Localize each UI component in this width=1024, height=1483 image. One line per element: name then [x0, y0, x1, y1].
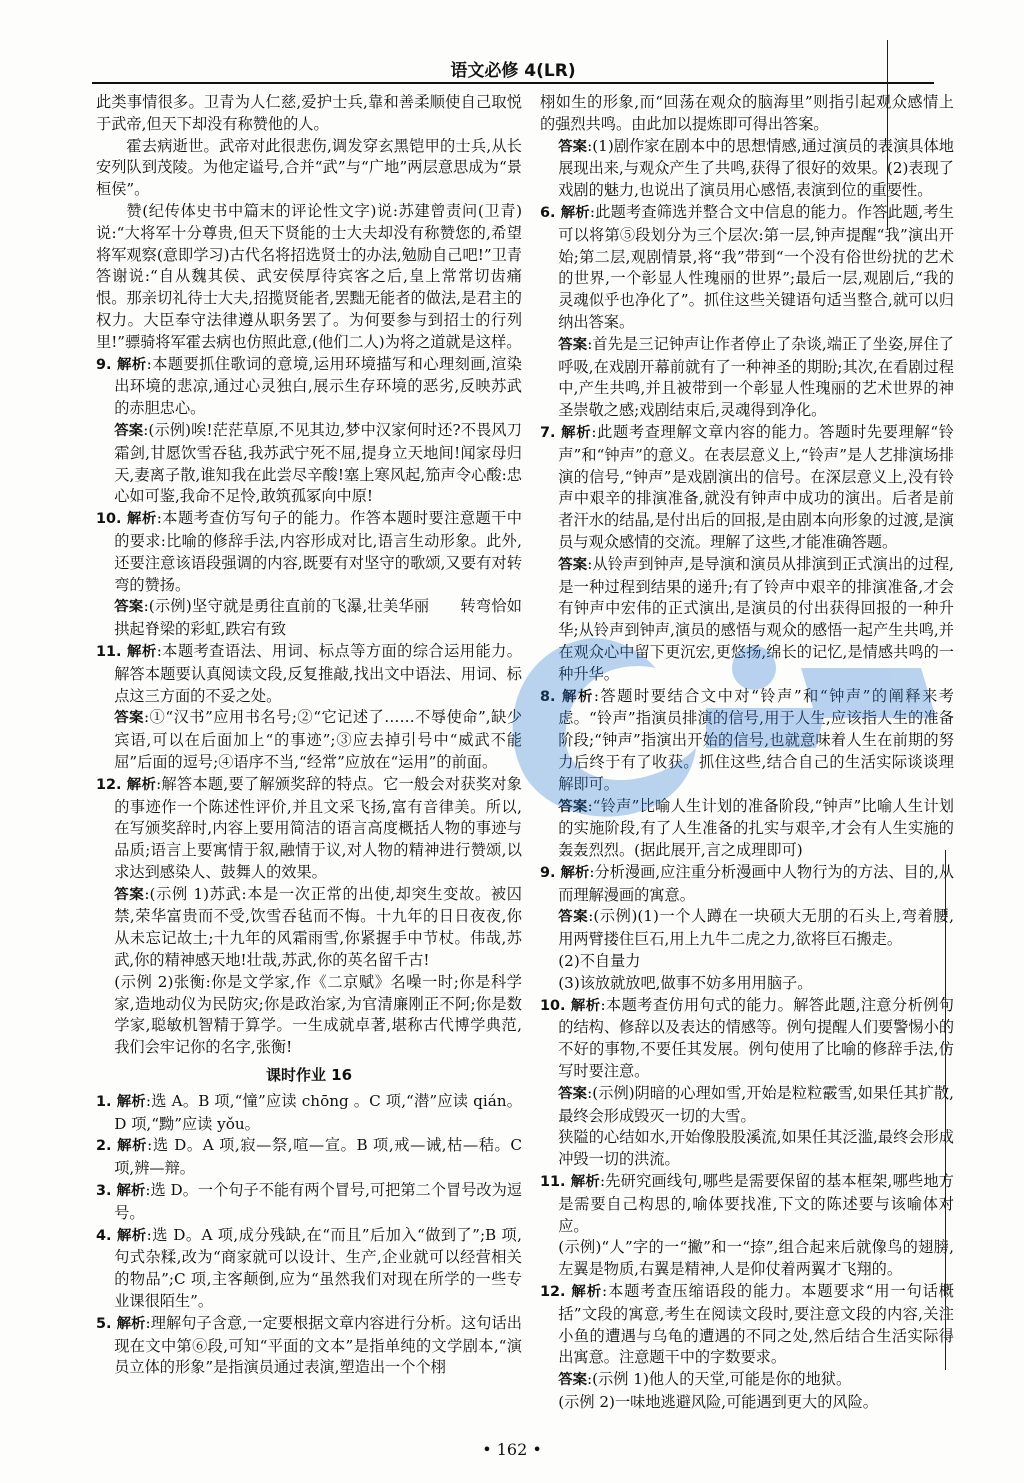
text-paragraph: [540, 1127, 954, 1171]
paragraph-text: :首先是三记钟声让作者停止了杂谈,端正了坐姿,屏住了呼吸,在戏剧开幕前就有了一种神圣的期盼;其次,在看剧过程中,产生共鸣,并且被带到一个彰显人性瑰丽的艺术世界的神圣崇敬之感;戏剧结束后,灵魂得到净化。: [558, 334, 954, 420]
answer-label: 11. 解析: [96, 643, 157, 660]
text-paragraph: [96, 1225, 522, 1313]
answer-label: 答案: [114, 710, 145, 727]
text-paragraph: [540, 1369, 954, 1392]
section-heading: [96, 1065, 522, 1087]
paragraph-text: :选 D。A 项,寂—祭,喧—宣。B 项,戒—诫,枯—秸。C 项,辨—辩。: [114, 1136, 522, 1178]
right-column: [540, 92, 954, 1414]
paragraph-text: :本题考查仿用句式的能力。解答此题,注意分析例句的结构、修辞以及表达的情感等。例句提醒人们要警惕小的不好的事物,不要任其发展。例句使用了比喻的修辞手法,仿写时要注意。: [558, 995, 954, 1081]
paragraph-text: :从铃声到钟声,是导演和演员从排演到正式演出的过程,是一种过程到结果的递升;有了铃声中艰辛的排演准备,才会有钟声中宏伟的正式演出,是演员的付出获得回报的一种升华;从铃声到钟声,演员的感悟与观众的感悟一起产生共鸣,并在观众心中留下更沉宏,更悠扬,绵长的记忆,是情感共鸣的一种升华。: [558, 554, 954, 683]
text-paragraph: [96, 354, 522, 420]
text-paragraph: [96, 1313, 522, 1379]
page-header: [92, 52, 934, 84]
text-paragraph: [96, 1091, 522, 1136]
paragraph-text: 赞(纪传体史书中篇末的评论性文字)说:苏建曾责问(卫青)说:“大将军十分尊贵,但天下贤能的士大夫却没有称赞您的,希望将军观察(意即学习)古代名将招选贤士的办法,勉励自己吧!”卫青答谢说:“自从魏其侯、武安侯厚待宾客之后,皇上常常切齿痛恨。那亲切礼待士大夫,招揽贤能者,罢黜无能者的做法,是君主的权力。大臣奉守法律遵从职务罢了。为何要参与到招士的行列里!”骠骑将军霍去病也仿照此意,(他们二人)为将之道就是这样。: [96, 201, 522, 351]
paragraph-text: :(示例)坚守就是勇往直前的飞瀑,壮美华丽 转弯恰如拱起脊梁的彩虹,跌宕有致: [114, 597, 522, 639]
paragraph-text: :先研究画线句,哪些是需要保留的基本框架,哪些地方是需要自己构思的,喻体要找准,下文的陈述要与该喻体对应。: [558, 1172, 954, 1235]
answer-label: 答案: [114, 422, 144, 439]
answer-label: 1. 解析: [96, 1093, 146, 1110]
paragraph-text: (3)该放就放吧,做事不妨多用用脑子。: [558, 973, 813, 992]
text-paragraph: [540, 554, 954, 686]
paragraph-text: 课时作业 16: [265, 1066, 353, 1085]
paragraph-text: :“铃声”比喻人生计划的准备阶段,“钟声”比喻人生计划的实施阶段,有了人生准备的扎实与艰辛,才会有人生实施的轰轰烈烈。(据此展开,言之成理即可): [558, 796, 954, 860]
answer-label: 答案: [558, 1085, 588, 1102]
text-paragraph: [540, 686, 954, 796]
paragraph-text: :此题考查理解文章内容的能力。答题时先要理解“铃声”和“钟声”的意义。在表层意义上,“铃声”是人艺排演场排演的信号,“钟声”是戏剧演出的信号。在深层意义上,没有铃声中艰辛的排演准备,就没有钟声中成功的演出。后者是前者汗水的结晶,是付出后的回报,是由剧本向形象的过渡,是演员与观众感情的交流。理解了这些,才能准确答题。: [558, 422, 954, 551]
answer-label: 3. 解析: [96, 1183, 146, 1200]
answer-label: 7. 解析: [540, 424, 592, 441]
text-paragraph: [540, 1083, 954, 1128]
paragraph-text: :本题要抓住歌词的意境,运用环境描写和心理刻画,渲染出环境的悲凉,通过心灵独白,展示生存环境的恶劣,反映苏武的赤胆忠心。: [114, 354, 522, 418]
paragraph-text: 狭隘的心结如水,开始像股股溪流,如果任其泛滥,最终会形成冲毁一切的洪流。: [558, 1128, 954, 1169]
text-paragraph: [540, 422, 954, 554]
answer-label: 2. 解析: [96, 1138, 148, 1155]
answer-label: 6. 解析: [540, 204, 590, 221]
answer-label: 答案: [558, 336, 588, 353]
answer-label: 答案: [114, 599, 144, 616]
text-paragraph: [540, 202, 954, 334]
text-paragraph: [540, 995, 954, 1083]
answer-label: 答案: [558, 138, 588, 155]
text-paragraph: [96, 1180, 522, 1225]
answer-label: 9. 解析: [540, 864, 590, 881]
text-paragraph: [96, 641, 522, 707]
answer-label: 答案: [558, 798, 588, 815]
paragraph-text: (2)不自量力: [558, 952, 641, 971]
answer-label: 8. 解析: [540, 688, 594, 705]
text-paragraph: [540, 136, 954, 202]
text-paragraph: [540, 1392, 954, 1414]
answer-label: 答案: [558, 556, 588, 573]
answer-label: 12. 解析: [96, 776, 157, 793]
text-paragraph: [96, 508, 522, 596]
paragraph-text: :(示例 1)他人的天堂,可能是你的地狱。: [587, 1370, 852, 1389]
text-paragraph: [96, 884, 522, 972]
paragraph-text: :本题考查压缩语段的能力。本题要求“用一句话概括”文段的寓意,考生在阅读文段时,要注意文段的内容,关注小鱼的遭遇与乌龟的遭遇的不同之处,然后结合生活实际得出寓意。注意题干中的字数要求。: [558, 1282, 954, 1367]
text-paragraph: [96, 420, 522, 508]
paragraph-text: :(示例)阴暗的心理如雪,开始是粒粒霰雪,如果任其扩散,最终会形成毁灭一切的大雪。: [558, 1083, 954, 1125]
paragraph-text: :(1)剧作家在剧本中的思想情感,通过演员的表演具体地展现出来,与观众产生了共鸣,获得了很好的效果。(2)表现了戏剧的魅力,也说出了演员用心感悟,表演到位的重要性。: [558, 136, 954, 200]
paragraph-text: (示例 2)一味地逃避风险,可能遇到更大的风险。: [558, 1393, 878, 1412]
text-paragraph: [540, 862, 954, 907]
text-paragraph: [96, 92, 522, 136]
paragraph-text: :本题考查仿写句子的能力。作答本题时要注意题干中的要求:比喻的修辞手法,内容形成对比,语言生动形象。此外,还要注意该语段强调的内容,既要有对坚守的歌颂,又要有对转弯的赞扬。: [114, 509, 522, 594]
answer-label: 5. 解析: [96, 1315, 146, 1332]
answer-label: 10. 解析: [540, 997, 601, 1014]
paragraph-text: :①“汉书”应用书名号;②“它记述了……不辱使命”,缺少宾语,可以在后面加上“的事迹”;③应去掉引号中“威武不能屈”后面的逗号;④语序不当,“经常”应放在“运用”的前面。: [114, 708, 522, 771]
answer-label: 10. 解析: [96, 511, 157, 528]
paragraph-text: 此类事情很多。卫青为人仁慈,爱护士兵,靠和善柔顺使自己取悦于武帝,但天下却没有称赞他的人。: [96, 93, 522, 133]
text-paragraph: [96, 201, 522, 354]
text-paragraph: [540, 973, 954, 995]
answer-label: 答案: [558, 909, 589, 926]
paragraph-text: :理解句子含意,一定要根据文章内容进行分析。这句话出现在文中第⑥段,可知“平面的文本”是指单纯的文学剧本,“演员立体的形象”是指演员通过表演,塑造出一个个栩: [114, 1313, 522, 1377]
text-paragraph: [96, 972, 522, 1059]
text-paragraph: [96, 707, 522, 773]
answer-label: 答案: [558, 1372, 588, 1389]
paragraph-text: :本题考查语法、用词、标点等方面的综合运用能力。解答本题要认真阅读文段,反复推敲,找出文中语法、用词、标点这三方面的不妥之处。: [114, 641, 522, 705]
paragraph-text: 霍去病逝世。武帝对此很悲伤,调发穿玄黑铠甲的士兵,从长安列队到茂陵。为他定谥号,合并“武”与“广地”两层意思成为“景桓侯”。: [96, 136, 522, 199]
text-paragraph: [540, 1171, 954, 1237]
paragraph-text: (示例 2)张衡:你是文学家,作《二京赋》名噪一时;你是科学家,造地动仪为民防灾;你是政治家,为官清廉刚正不阿;你是数学家,聪敏机智精于算学。一生成就卓著,堪称古代博学典范,我们会牢记你的名字,张衡!: [114, 972, 522, 1057]
page-number: • 162 •: [482, 1440, 542, 1459]
answer-label: 答案: [114, 886, 145, 903]
paragraph-text: (示例)“人”字的一“撇”和一“捺”,组合起来后就像鸟的翅膀,左翼是物质,右翼是精神,人是仰仗着两翼才飞翔的。: [558, 1238, 954, 1279]
paragraph-text: :分析漫画,应注重分析漫画中人物行为的方法、目的,从而理解漫画的寓意。: [558, 862, 954, 904]
left-column: [96, 92, 522, 1379]
answer-label: 9. 解析: [96, 356, 147, 373]
text-paragraph: [540, 334, 954, 422]
paragraph-text: :此题考查筛选并整合文中信息的能力。作答此题,考生可以将第⑤段划分为三个层次:第一层,钟声提醒“我”演出开始;第二层,观剧情景,将“我”带到“一个没有俗世纷扰的艺术的世界,一个彰显人性瑰丽的世界”;最后一层,观剧后,“我的灵魂似乎也净化了”。抓住这些关键语句适当整合,就可以归纳出答案。: [558, 202, 954, 331]
page-title: 语文必修 4(LR): [450, 61, 576, 81]
text-paragraph: [540, 92, 954, 136]
text-paragraph: [540, 1237, 954, 1281]
paragraph-text: :选 D。A 项,成分残缺,在“而且”后加入“做到了”;B 项,句式杂糅,改为“商家就可以设计、生产,企业就可以经营相关的物品”;C 项,主客颠倒,应为“虽然我们对现在所学的一些专业课很陌生”。: [114, 1225, 522, 1311]
text-paragraph: [540, 1281, 954, 1369]
paragraph-text: :解答本题,要了解颁奖辞的特点。它一般会对获奖对象的事迹作一个陈述性评价,并且文采飞扬,富有音律美。所以,在写颁奖辞时,内容上要用简洁的语言高度概括人物的事迹与品质;语言上要寓情于叙,融情于议,对人物的精神进行赞颂,以求达到感染人、鼓舞人的效果。: [114, 774, 522, 881]
text-paragraph: [540, 951, 954, 973]
paragraph-text: :(示例)唉!茫茫草原,不见其边,梦中汉家何时还?不畏风刀霜剑,甘愿饮雪吞毡,我苏武宁死不屈,提身立天地间!闻家母归天,妻离子散,谁知我在此尝尽辛酸!塞上寒风起,笳声令心酸:忠心如可鉴,我命不足怜,敢筑孤冢向中原!: [114, 420, 522, 506]
paragraph-text: :选 A。B 项,“憧”应读 chōng 。C 项,“潜”应读 qián。D 项,“黝”应读 yǒu。: [114, 1091, 522, 1133]
text-paragraph: [96, 1135, 522, 1180]
paragraph-text: 栩如生的形象,而“回荡在观众的脑海里”则指引起观众感情上的强烈共鸣。由此加以提炼即可得出答案。: [540, 93, 954, 133]
text-paragraph: [96, 596, 522, 641]
paragraph-text: :(示例)(1)一个人蹲在一块硕大无朋的石头上,弯着腰,用两臂搂住巨石,用上九牛二虎之力,欲将巨石搬走。: [558, 907, 954, 949]
text-paragraph: [540, 796, 954, 862]
answer-label: 11. 解析: [540, 1174, 600, 1191]
paragraph-text: :选 D。一个句子不能有两个冒号,可把第二个冒号改为逗号。: [114, 1181, 522, 1222]
answer-label: 4. 解析: [96, 1227, 147, 1244]
text-paragraph: [540, 906, 954, 951]
paragraph-text: :(示例 1)苏武:本是一次正常的出使,却突生变故。被囚禁,荣华富贵而不受,饮雪吞毡而不悔。十九年的日日夜夜,你从未忘记故土;十九年的风霜雨雪,你紧握手中节杖。伟哉,苏武,你的精神感天地!壮哉,苏武,你的英名留千古!: [114, 884, 522, 970]
text-paragraph: [96, 774, 522, 884]
text-paragraph: [96, 136, 522, 201]
paragraph-text: :答题时要结合文中对“铃声”和“钟声”的阐释来考虑。“铃声”指演员排演的信号,用于人生,应该指人生的准备阶段;“钟声”指演出开始的信号,也就意味着人生在前期的努力后终于有了收获。抓住这些,结合自己的生活实际谈谈理解即可。: [558, 686, 954, 793]
answer-label: 12. 解析: [540, 1284, 603, 1301]
